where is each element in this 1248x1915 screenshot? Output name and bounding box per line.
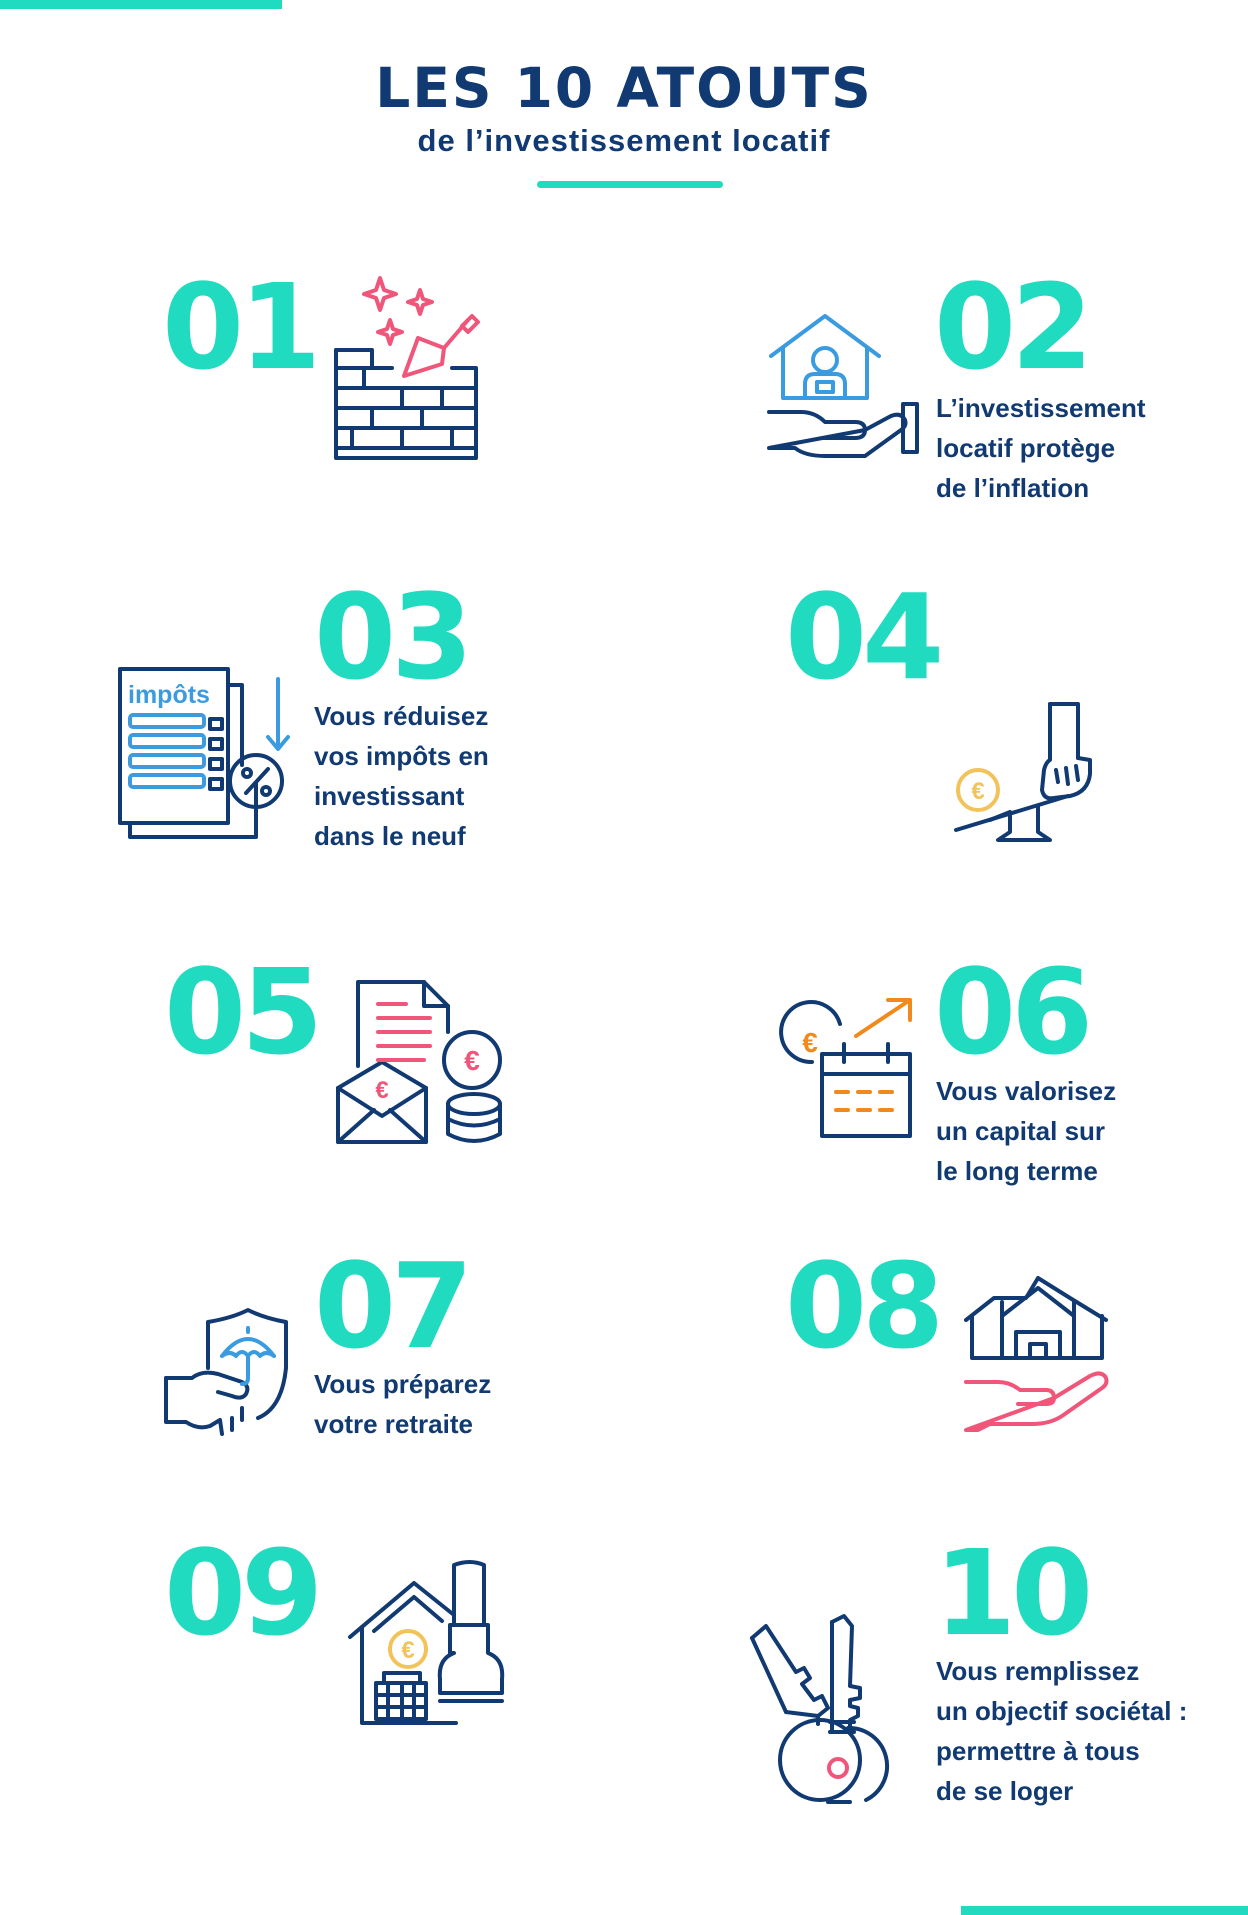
calendar-euro-growth-icon bbox=[770, 996, 916, 1144]
atout-label-line: permettre à tous bbox=[936, 1736, 1140, 1766]
atout-number: 06 bbox=[934, 943, 1089, 1081]
atout-number: 05 bbox=[164, 943, 319, 1081]
document-envelope-coins-icon bbox=[334, 978, 506, 1146]
brick-wall-trowel-icon bbox=[332, 276, 482, 466]
atout-number: 03 bbox=[314, 568, 469, 706]
euro-coin-label: € bbox=[971, 778, 985, 805]
atout-label-line: votre retraite bbox=[314, 1409, 473, 1439]
envelope-euro-label: € bbox=[375, 1077, 389, 1104]
houses-hand-icon bbox=[962, 1272, 1112, 1436]
atout-label-line: le long terme bbox=[936, 1156, 1098, 1186]
page-title: LES 10 ATOUTS bbox=[375, 56, 873, 120]
atout-number: 08 bbox=[785, 1237, 940, 1375]
atout-number: 01 bbox=[162, 258, 317, 396]
atout-number: 04 bbox=[785, 568, 940, 706]
house-in-hand-icon bbox=[765, 312, 920, 464]
atout-label-line: Vous préparez bbox=[314, 1369, 492, 1399]
title-underline bbox=[537, 181, 723, 188]
atout-label bbox=[314, 696, 489, 856]
decorative-bottom-bar bbox=[961, 1906, 1248, 1915]
atout-label-line: de l’inflation bbox=[936, 473, 1090, 503]
atout-label-line: L’investissement bbox=[936, 393, 1146, 423]
atout-label-line: Vous réduisez bbox=[314, 701, 489, 731]
coin-euro-label: € bbox=[464, 1045, 480, 1076]
atout-label-line: locatif protège bbox=[936, 433, 1116, 463]
atout-label bbox=[936, 388, 1146, 508]
atout-number: 07 bbox=[314, 1237, 469, 1375]
page-subtitle: de l’investissement locatif bbox=[417, 123, 831, 158]
house-euro-stamp-icon bbox=[346, 1561, 506, 1727]
atout-label-line: vos impôts en bbox=[314, 741, 489, 771]
atout-label-line: Vous remplissez bbox=[936, 1656, 1140, 1686]
atout-label bbox=[936, 1651, 1187, 1811]
lever-hand-icon bbox=[950, 700, 1100, 846]
atout-number: 10 bbox=[934, 1524, 1089, 1662]
atout-number: 09 bbox=[164, 1524, 319, 1662]
tax-form-label: impôts bbox=[128, 681, 210, 709]
atout-label-line: investissant bbox=[314, 781, 465, 811]
atout-label bbox=[314, 1364, 491, 1444]
euro-coin-label: € bbox=[802, 1027, 818, 1058]
umbrella-shield-hand-icon bbox=[162, 1308, 290, 1438]
atout-label bbox=[936, 1071, 1116, 1191]
atout-label-line: Vous valorisez bbox=[936, 1076, 1117, 1106]
euro-coin-label: € bbox=[401, 1637, 415, 1664]
keys-icon bbox=[746, 1616, 906, 1802]
atout-number: 02 bbox=[934, 258, 1089, 396]
atout-label-line: de se loger bbox=[936, 1776, 1074, 1806]
atout-label-line: un capital sur bbox=[936, 1116, 1106, 1146]
decorative-top-bar bbox=[0, 0, 282, 9]
tax-form-icon bbox=[116, 665, 292, 841]
atout-label-line: un objectif sociétal : bbox=[936, 1696, 1188, 1726]
atout-label-line: dans le neuf bbox=[314, 821, 466, 851]
